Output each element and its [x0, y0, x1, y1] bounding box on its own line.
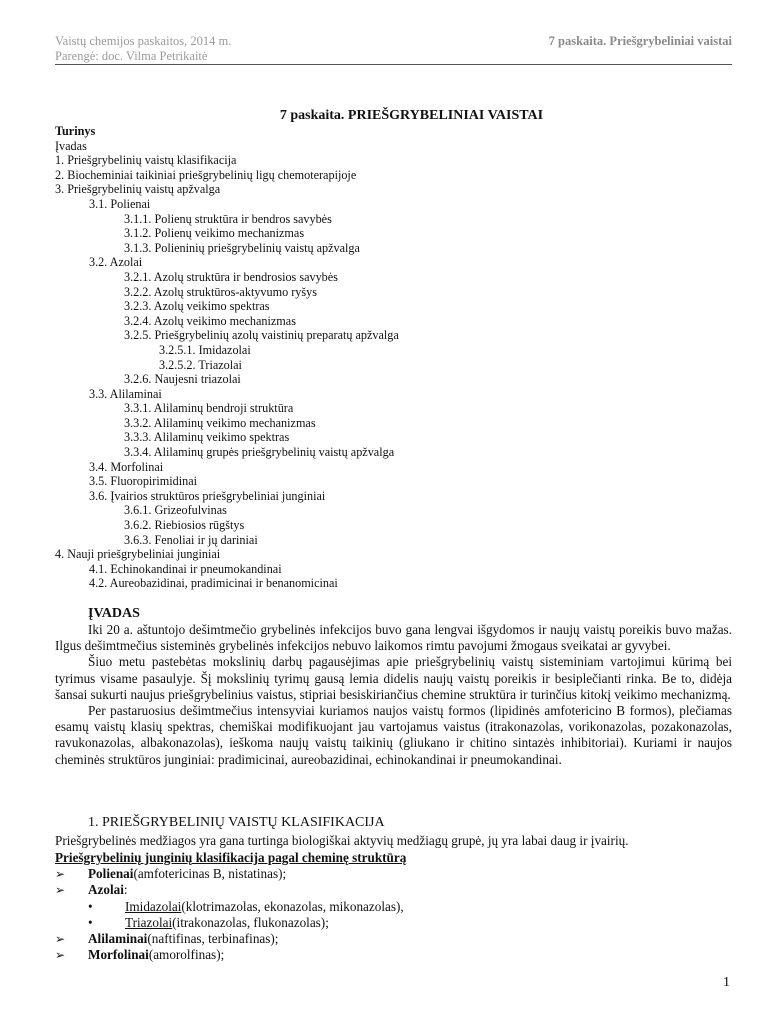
toc-item: 4.1. Echinokandinai ir pneumokandinai	[89, 561, 282, 576]
class-name: Alilaminai	[88, 931, 148, 947]
classification-list	[55, 866, 404, 964]
class-name: Morfolinai	[88, 947, 149, 963]
toc-item: 3.3.3. Alilaminų veikimo spektras	[124, 430, 290, 445]
toc-item: 3.1.1. Polienų struktūra ir bendros savybės	[124, 211, 332, 226]
toc-item: 3.2.5.2. Triazolai	[159, 357, 242, 372]
page-number: 1	[723, 975, 730, 990]
toc-item: 3.2.2. Azolų struktūros-aktyvumo ryšys	[124, 284, 317, 299]
toc-item: 3.6.1. Grizeofulvinas	[124, 503, 227, 518]
intro-paragraph: Iki 20 a. aštuntojo dešimtmečio grybelinės infekcijos buvo gana lengvai išgydomos ir naujų vaistų poreikis buvo mažas. Ilgus dešimtmečius sisteminės grybelinės infekcijos nebuvo laikomos rimtu pavojumi žmogaus sveikatai ar gyvybei.	[55, 622, 732, 654]
intro-paragraph: Šiuo metu pastebėtas mokslinių darbų pagausėjimas apie priešgrybelinių vaistų sisteminiam vartojimui kūrimą bei tyrimus visame pasaulyje. Šį mokslinių tyrimų gausą lemia didelis naujų vaistų poreikis ir besiplečianti rinka. Be to, didėja šansai sukurti naujus priešgrybelinius vaistus, stipriai besiskiriančius chemine struktūra ir turinčius kitokį veikimo mechanizmą.	[55, 654, 732, 702]
intro-body	[55, 622, 732, 768]
toc-item: 3.2.1. Azolų struktūra ir bendrosios savybės	[124, 269, 338, 284]
arrow-bullet-icon: ➢	[55, 867, 66, 881]
intro-heading: ĮVADAS	[88, 606, 140, 621]
toc-item: 3.2.4. Azolų veikimo mechanizmas	[124, 313, 296, 328]
toc-item: 2. Biocheminiai taikiniai priešgrybelinių ligų chemoterapijoje	[55, 167, 357, 182]
toc-item: 3.1.2. Polienų veikimo mechanizmas	[124, 226, 305, 241]
intro-paragraph: Per pastaruosius dešimtmečius intensyviai kuriamos naujos vaistų formos (lipidinės amfotericino B formos), plečiamas esamų vaistų klasių spektras, chemiškai modifikuojant jau vartojamus vaistus (itrakonazolas, vorikonazolas, pozakonazolas, ravukonazolas, albakonazolas), ieškoma naujų vaistų taikinių (gliukano ir chitino sintazės inhibitoriai). Kuriami ir naujos cheminės struktūros junginiai: pradimicinai, aureobazidinai, echinokandinai ir pneumokandinai.	[55, 703, 732, 767]
toc-item: 4.2. Aureobazidinai, pradimicinai ir benanomicinai	[89, 576, 338, 591]
subclass-name: Imidazolai	[125, 898, 182, 914]
list-item	[55, 882, 404, 898]
toc-item: 3.6.3. Fenoliai ir jų dariniai	[124, 532, 258, 547]
class-name: Azolai	[88, 882, 124, 898]
toc-item: 3.2.6. Naujesni triazolai	[124, 372, 241, 387]
dot-bullet-icon: •	[88, 914, 93, 930]
toc-item: 3.2.3. Azolų veikimo spektras	[124, 299, 270, 314]
list-item	[55, 899, 404, 915]
page-title: 7 paskaita. PRIEŠGRYBELINIAI VAISTAI	[279, 108, 544, 123]
toc-item: 3.6.2. Riebiosios rūgštys	[124, 518, 245, 533]
toc-item: 3.6. Įvairios struktūros priešgrybeliniai junginiai	[89, 488, 326, 503]
arrow-bullet-icon: ➢	[55, 932, 66, 947]
section1-text: Priešgrybelinės medžiagos yra gana turtinga biologiškai aktyvių medžiagų grupė, jų yra labai daug ir įvairių.	[55, 833, 629, 848]
list-item	[55, 947, 404, 963]
toc-item: 3.5. Fluoropirimidinai	[89, 474, 197, 489]
toc-item: 3.3.1. Alilaminų bendroji struktūra	[124, 401, 294, 416]
list-item	[55, 931, 404, 947]
toc-item: 3.4. Morfolinai	[89, 459, 164, 474]
page-header	[55, 34, 732, 65]
toc-item: 3.1.3. Polieninių priešgrybelinių vaistų apžvalga	[124, 240, 360, 255]
toc-item: 3.3. Alilaminai	[89, 386, 162, 401]
arrow-bullet-icon: ➢	[55, 883, 66, 898]
class-name: Polienai	[88, 866, 134, 881]
toc-item: 3.2. Azolai	[89, 255, 143, 270]
table-of-contents	[55, 124, 399, 591]
class-examples: (naftifinas, terbinafinas);	[147, 931, 279, 947]
section1-subheading: Priešgrybelinių junginių klasifikacija pagal cheminę struktūrą	[55, 850, 407, 865]
class-examples: (amorolfinas);	[148, 947, 225, 963]
arrow-bullet-icon: ➢	[55, 948, 66, 963]
header-lecture: 7 paskaita. Priešgrybeliniai vaistai	[548, 34, 732, 48]
subclass-name: Triazolai	[125, 914, 173, 930]
dot-bullet-icon: •	[88, 898, 93, 914]
class-examples: (itrakonazolas, flukonazolas);	[172, 914, 329, 930]
toc-item: 3. Priešgrybelinių vaistų apžvalga	[55, 182, 221, 197]
section1-heading: 1. PRIEŠGRYBELINIŲ VAISTŲ KLASIFIKACIJA	[88, 815, 385, 830]
list-item	[55, 866, 404, 882]
toc-item: 3.1. Polienai	[89, 196, 151, 211]
class-examples: (amfotericinas B, nistatinas);	[133, 866, 287, 881]
toc-item: 1. Priešgrybelinių vaistų klasifikacija	[55, 153, 237, 168]
toc-item: 4. Nauji priešgrybeliniai junginiai	[55, 547, 221, 562]
class-examples: :	[123, 882, 128, 898]
header-course: Vaistų chemijos paskaitos, 2014 m.	[55, 34, 232, 48]
header-author: Parengė: doc. Vilma Petrikaitė	[55, 49, 208, 63]
toc-item: 3.2.5.1. Imidazolai	[159, 342, 251, 357]
toc-item: 3.2.5. Priešgrybelinių azolų vaistinių preparatų apžvalga	[124, 328, 399, 343]
toc-heading: Turinys	[55, 124, 96, 138]
toc-item: 3.3.2. Alilaminų veikimo mechanizmas	[124, 415, 316, 430]
class-examples: (klotrimazolas, ekonazolas, mikonazolas),	[181, 898, 404, 914]
toc-item: 3.3.4. Alilaminų grupės priešgrybelinių vaistų apžvalga	[124, 445, 395, 460]
list-item	[55, 915, 404, 931]
toc-item: Įvadas	[55, 138, 87, 153]
